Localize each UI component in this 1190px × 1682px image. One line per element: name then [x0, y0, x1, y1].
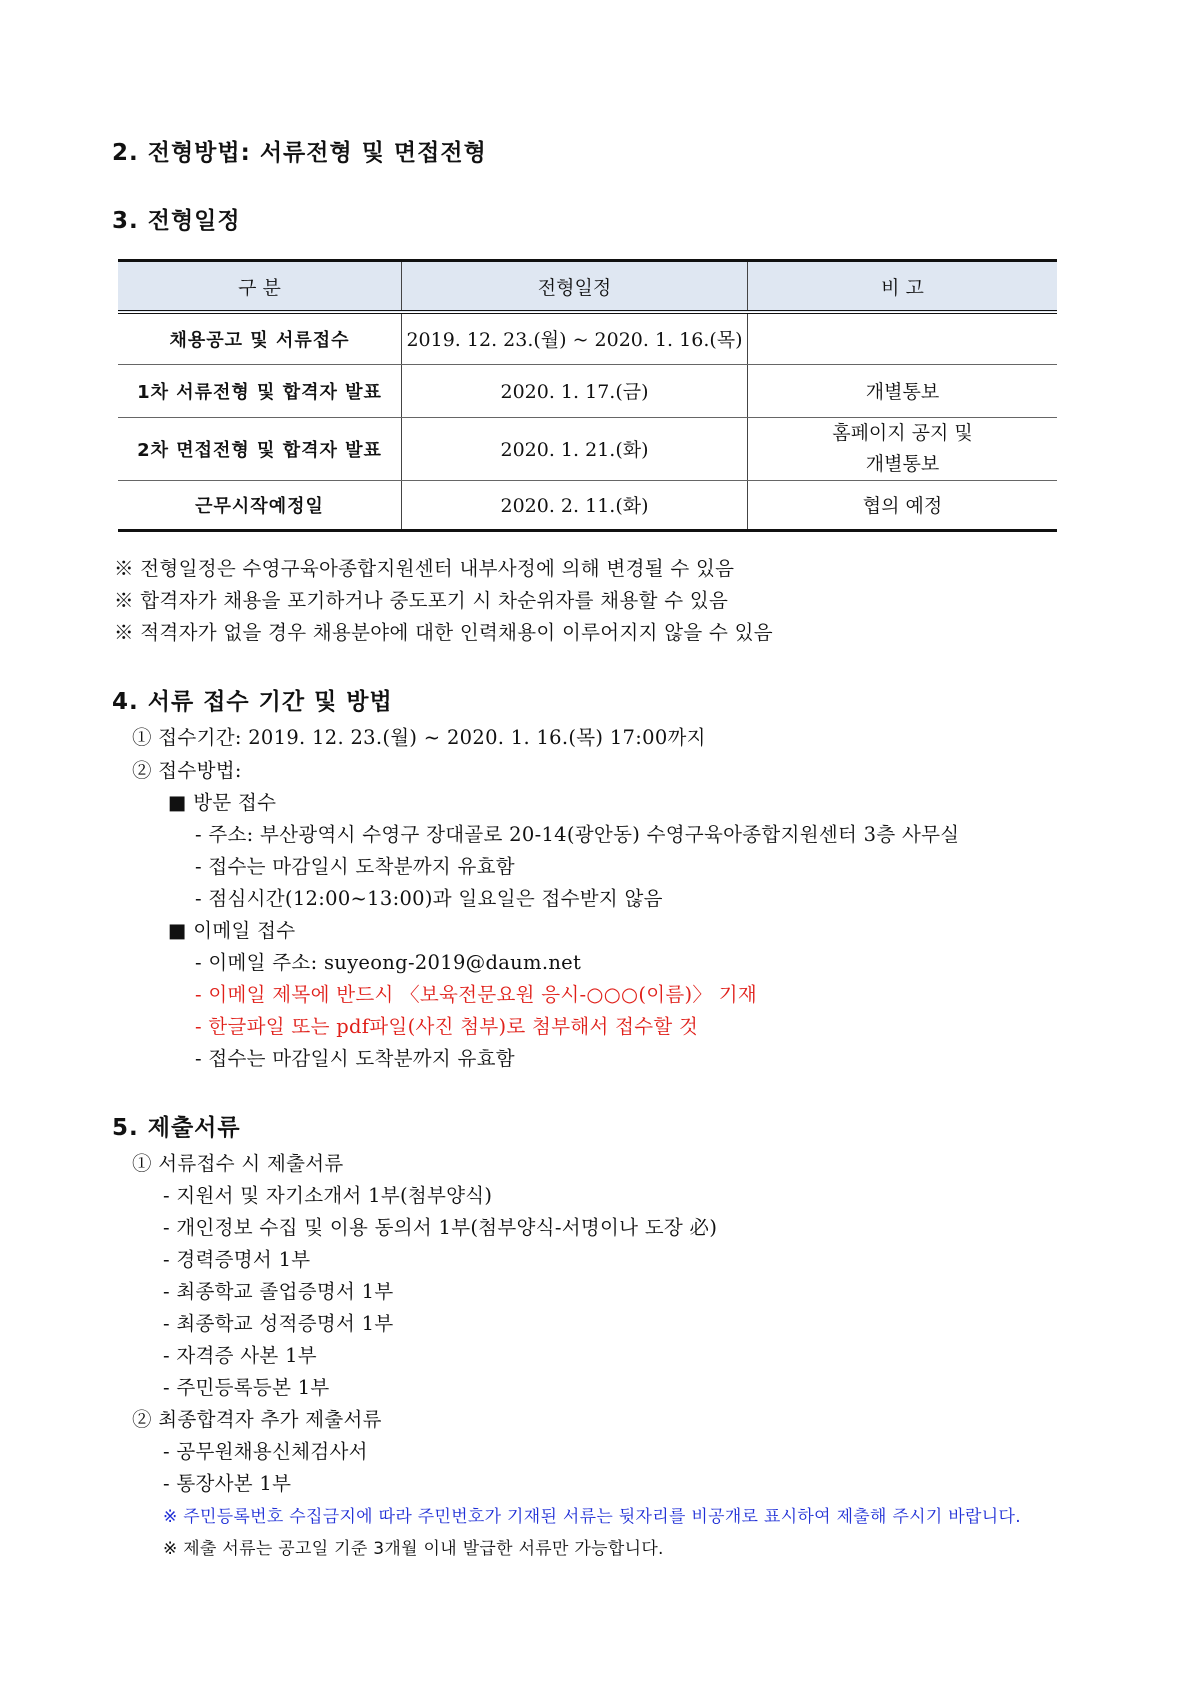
email-subject-rule: - 이메일 제목에 반드시 〈보육전문요원 응시-○○○(이름)〉 기재 [195, 983, 758, 1006]
email-address: - 이메일 주소: suyeong-2019@daum.net [195, 951, 582, 974]
section-3-heading: 3. 전형일정 [112, 208, 241, 234]
table-row [118, 417, 1057, 480]
row-note: 개별통보 [748, 364, 1058, 417]
table-row [118, 480, 1057, 530]
visit-lunch-note: - 점심시간(12:00~13:00)과 일요일은 접수받지 않음 [195, 887, 663, 910]
list-item: - 주민등록등본 1부 [163, 1376, 330, 1399]
visit-deadline: - 접수는 마감일시 도착분까지 유효함 [195, 855, 515, 878]
list-item: - 최종학교 성적증명서 1부 [163, 1312, 394, 1335]
row-category: 근무시작예정일 [118, 480, 402, 530]
header-note: 비 고 [748, 261, 1058, 313]
documents-second-title: ② 최종합격자 추가 제출서류 [132, 1408, 382, 1431]
notice-issue-date: ※ 제출 서류는 공고일 기준 3개월 이내 발급한 서류만 가능합니다. [163, 1539, 664, 1559]
row-category: 1차 서류전형 및 합격자 발표 [118, 364, 402, 417]
schedule-note: ※ 전형일정은 수영구육아종합지원센터 내부사정에 의해 변경될 수 있음 [114, 557, 735, 580]
section-4-heading: 4. 서류 접수 기간 및 방법 [112, 689, 393, 715]
row-category: 채용공고 및 서류접수 [118, 312, 402, 364]
list-item: - 자격증 사본 1부 [163, 1344, 317, 1367]
application-method: ② 접수방법: [132, 759, 242, 782]
row-date: 2020. 1. 21.(화) [402, 417, 748, 480]
list-item: - 통장사본 1부 [163, 1472, 292, 1495]
visit-title: ■ 방문 접수 [168, 791, 277, 814]
section-2-heading: 2. 전형방법: 서류전형 및 면접전형 [112, 140, 487, 166]
row-note: 협의 예정 [748, 480, 1058, 530]
list-item: - 공무원채용신체검사서 [163, 1440, 368, 1463]
email-file-rule: - 한글파일 또는 pdf파일(사진 첨부)로 첨부해서 접수할 것 [195, 1015, 699, 1038]
header-date: 전형일정 [402, 261, 748, 313]
notice-resident-number: ※ 주민등록번호 수집금지에 따라 주민번호가 기재된 서류는 뒷자리를 비공개로 표시하여 제출해 주시기 바랍니다. [163, 1507, 1021, 1527]
row-date: 2020. 1. 17.(금) [402, 364, 748, 417]
row-date: 2020. 2. 11.(화) [402, 480, 748, 530]
visit-address: - 주소: 부산광역시 수영구 장대골로 20-14(광안동) 수영구육아종합지원센터 3층 사무실 [195, 823, 960, 846]
row-note [748, 312, 1058, 364]
application-period: ① 접수기간: 2019. 12. 23.(월) ~ 2020. 1. 16.(목) 17:00까지 [132, 726, 706, 749]
email-deadline: - 접수는 마감일시 도착분까지 유효함 [195, 1047, 515, 1070]
row-category: 2차 면접전형 및 합격자 발표 [118, 417, 402, 480]
schedule-table-header [118, 261, 1057, 313]
row-note: 홈페이지 공지 및 개별통보 [748, 417, 1058, 480]
list-item: - 최종학교 졸업증명서 1부 [163, 1280, 394, 1303]
list-item: - 개인정보 수집 및 이용 동의서 1부(첨부양식-서명이나 도장 必) [163, 1216, 718, 1239]
table-row [118, 364, 1057, 417]
schedule-note: ※ 적격자가 없을 경우 채용분야에 대한 인력채용이 이루어지지 않을 수 있음 [114, 621, 773, 644]
section-5-heading: 5. 제출서류 [112, 1115, 241, 1141]
schedule-note: ※ 합격자가 채용을 포기하거나 중도포기 시 차순위자를 채용할 수 있음 [114, 589, 729, 612]
header-category: 구 분 [118, 261, 402, 313]
documents-first-title: ① 서류접수 시 제출서류 [132, 1152, 344, 1175]
email-title: ■ 이메일 접수 [168, 919, 296, 942]
list-item: - 지원서 및 자기소개서 1부(첨부양식) [163, 1184, 493, 1207]
list-item: - 경력증명서 1부 [163, 1248, 311, 1271]
schedule-table [118, 259, 1057, 532]
table-row [118, 312, 1057, 364]
row-date: 2019. 12. 23.(월) ~ 2020. 1. 16.(목) [402, 312, 748, 364]
